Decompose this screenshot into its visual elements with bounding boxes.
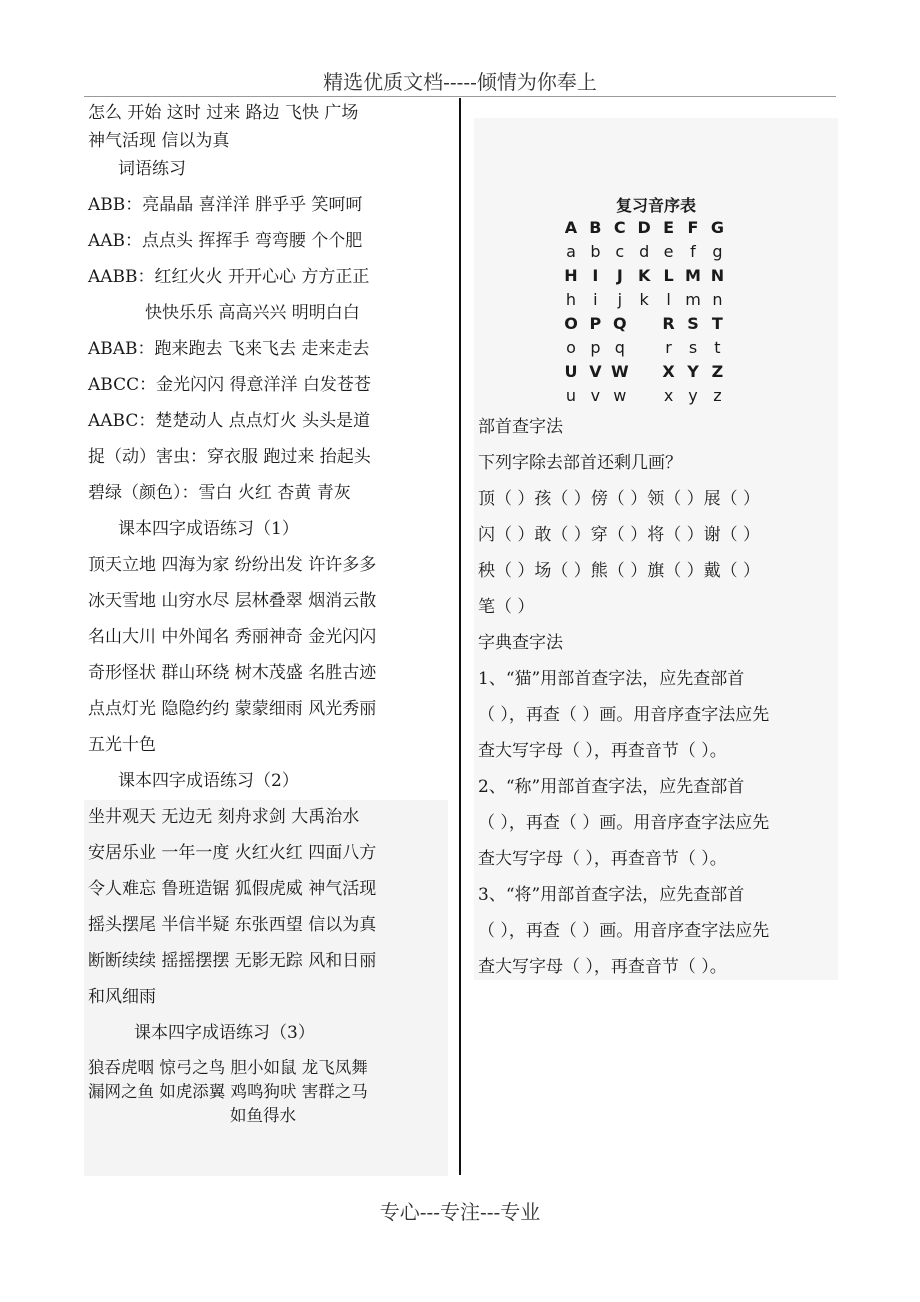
sequence-letter: U xyxy=(564,362,578,381)
sequence-letter: u xyxy=(565,386,577,405)
sequence-letter: r xyxy=(665,338,672,357)
dictionary-line: 3、“将”用部首查字法，应先查部首 xyxy=(478,885,745,905)
header-rule xyxy=(84,96,836,97)
radical-heading: 部首查字法 xyxy=(478,417,563,437)
abb-line: ABB：亮晶晶 喜洋洋 胖乎乎 笑呵呵 xyxy=(88,195,363,215)
dictionary-line: 查大写字母（ ），再查音节（ ）。 xyxy=(478,741,727,761)
radical-row: 秧（ ）场（ ）熊（ ）旗（ ）戴（ ） xyxy=(478,561,761,581)
idiom2-line: 和风细雨 xyxy=(88,987,156,1007)
sequence-letter: Z xyxy=(711,362,724,381)
sequence-letter: c xyxy=(615,242,625,261)
dictionary-line: （ ），再查（ ）画。用音序查字法应先 xyxy=(478,813,770,833)
sequence-letter: J xyxy=(616,266,623,285)
heading-idiom-1: 课本四字成语练习（1） xyxy=(118,519,299,539)
sequence-letter: W xyxy=(610,362,629,381)
idiom2-line: 令人难忘 鲁班造锯 狐假虎威 神气活现 xyxy=(88,879,377,899)
dictionary-line: 查大写字母（ ），再查音节（ ）。 xyxy=(478,957,727,977)
column-divider xyxy=(459,98,461,1175)
aabb-line-2: 快快乐乐 高高兴兴 明明白白 xyxy=(145,303,360,323)
idiom1-line: 冰天雪地 山穷水尽 层林叠翠 烟消云散 xyxy=(88,591,377,611)
sequence-letter: S xyxy=(687,314,699,333)
sequence-letter: d xyxy=(639,242,650,261)
abcc-line: ABCC：金光闪闪 得意洋洋 白发苍苍 xyxy=(88,375,371,395)
sequence-letter: V xyxy=(589,362,602,381)
zhuo-line: 捉（动）害虫：穿衣服 跑过来 抬起头 xyxy=(88,447,371,467)
sequence-table-title: 复习音序表 xyxy=(615,196,696,215)
sequence-letter: w xyxy=(613,386,627,405)
idiom2-line: 摇头摆尾 半信半疑 东张西望 信以为真 xyxy=(88,915,377,935)
dictionary-line: （ ），再查（ ）画。用音序查字法应先 xyxy=(478,921,770,941)
sequence-letter: L xyxy=(663,266,674,285)
sequence-letter: k xyxy=(639,290,649,309)
idiom3-line: 如鱼得水 xyxy=(230,1106,296,1125)
sequence-letter: n xyxy=(712,290,723,309)
idiom2-line: 安居乐业 一年一度 火红火红 四面八方 xyxy=(88,843,377,863)
sequence-letter: Q xyxy=(612,314,627,333)
heading-idiom-3: 课本四字成语练习（3） xyxy=(134,1023,315,1043)
idiom2-line: 断断续续 摇摇摆摆 无影无踪 风和日丽 xyxy=(88,951,377,971)
sequence-letter: g xyxy=(712,242,723,261)
sequence-letter: e xyxy=(663,242,674,261)
sequence-letter: l xyxy=(666,290,671,309)
sequence-letter: X xyxy=(662,362,675,381)
idiom1-line: 奇形怪状 群山环绕 树木茂盛 名胜古迹 xyxy=(88,663,377,683)
sequence-letter: P xyxy=(589,314,602,333)
sequence-letter: C xyxy=(613,218,626,237)
page-footer: 专心---专注---专业 xyxy=(379,1200,541,1224)
idiom1-line: 点点灯光 隐隐约约 蒙蒙细雨 风光秀丽 xyxy=(88,699,377,719)
sequence-letter: G xyxy=(710,218,724,237)
sequence-letter: s xyxy=(688,338,698,357)
sequence-letter: v xyxy=(590,386,601,405)
sequence-letter: T xyxy=(711,314,723,333)
page-header: 精选优质文档-----倾情为你奉上 xyxy=(323,70,597,94)
sequence-letter: o xyxy=(566,338,576,357)
sequence-letter: m xyxy=(685,290,701,309)
dictionary-heading: 字典查字法 xyxy=(478,633,563,653)
sequence-letter: x xyxy=(663,386,674,405)
sequence-letter: q xyxy=(614,338,625,357)
sequence-letter: E xyxy=(663,218,675,237)
sequence-letter: t xyxy=(714,338,721,357)
dictionary-line: （ ），再查（ ）画。用音序查字法应先 xyxy=(478,705,770,725)
sequence-letter: F xyxy=(687,218,699,237)
sequence-letter: a xyxy=(566,242,576,261)
sequence-letter: j xyxy=(617,290,623,309)
heading-word-practice: 词语练习 xyxy=(118,159,186,179)
heading-idiom-2: 课本四字成语练习（2） xyxy=(118,771,299,791)
radical-row: 闪（ ）敢（ ）穿（ ）将（ ）谢（ ） xyxy=(478,525,761,545)
sequence-letter: A xyxy=(564,218,578,237)
aabc-line: AABC：楚楚动人 点点灯火 头头是道 xyxy=(88,411,371,431)
idiom3-line: 狼吞虎咽 惊弓之鸟 胆小如鼠 龙飞凤舞 xyxy=(88,1058,368,1077)
aab-line: AAB：点点头 挥挥手 弯弯腰 个个肥 xyxy=(88,231,363,251)
idiom2-line: 坐井观天 无边无 刻舟求剑 大禹治水 xyxy=(88,807,360,827)
sequence-letter: N xyxy=(710,266,725,285)
radical-row: 笔（ ） xyxy=(478,597,535,617)
radical-question: 下列字除去部首还剩几画？ xyxy=(478,453,682,473)
sequence-letter: I xyxy=(592,266,599,285)
sequence-letter: p xyxy=(590,338,601,357)
word-line-2: 神气活现 信以为真 xyxy=(88,131,230,151)
sequence-letter: y xyxy=(688,386,698,405)
sequence-letter: Y xyxy=(687,362,699,381)
sequence-letter: B xyxy=(589,218,602,237)
sequence-letter: i xyxy=(593,290,598,309)
sequence-letter: D xyxy=(637,218,651,237)
sequence-letter: z xyxy=(713,386,722,405)
radical-row: 顶（ ）孩（ ）傍（ ）领（ ）展（ ） xyxy=(478,489,761,509)
idiom1-line: 五光十色 xyxy=(88,735,156,755)
aabb-line-1: AABB：红红火火 开开心心 方方正正 xyxy=(88,267,370,287)
sequence-letter: f xyxy=(690,242,696,261)
sequence-letter: O xyxy=(564,314,578,333)
dictionary-line: 2、“称”用部首查字法，应先查部首 xyxy=(478,777,745,797)
sequence-letter: M xyxy=(685,266,701,285)
sequence-letter: h xyxy=(565,290,577,309)
dictionary-line: 查大写字母（ ），再查音节（ ）。 xyxy=(478,849,727,869)
sequence-letter: b xyxy=(590,242,601,261)
sequence-letter: H xyxy=(564,266,578,285)
word-line-1: 怎么 开始 这时 过来 路边 飞快 广场 xyxy=(88,103,359,123)
idiom1-line: 名山大川 中外闻名 秀丽神奇 金光闪闪 xyxy=(88,627,377,647)
bilv-line: 碧绿（颜色）：雪白 火红 杏黄 青灰 xyxy=(88,483,351,503)
sequence-letter: K xyxy=(637,266,651,285)
idiom3-line: 漏网之鱼 如虎添翼 鸡鸣狗吠 害群之马 xyxy=(88,1082,368,1101)
sequence-letter: R xyxy=(662,314,675,333)
idiom1-line: 顶天立地 四海为家 纷纷出发 许许多多 xyxy=(88,555,377,575)
abab-line: ABAB：跑来跑去 飞来飞去 走来走去 xyxy=(88,339,370,359)
dictionary-line: 1、“猫”用部首查字法，应先查部首 xyxy=(478,669,745,689)
